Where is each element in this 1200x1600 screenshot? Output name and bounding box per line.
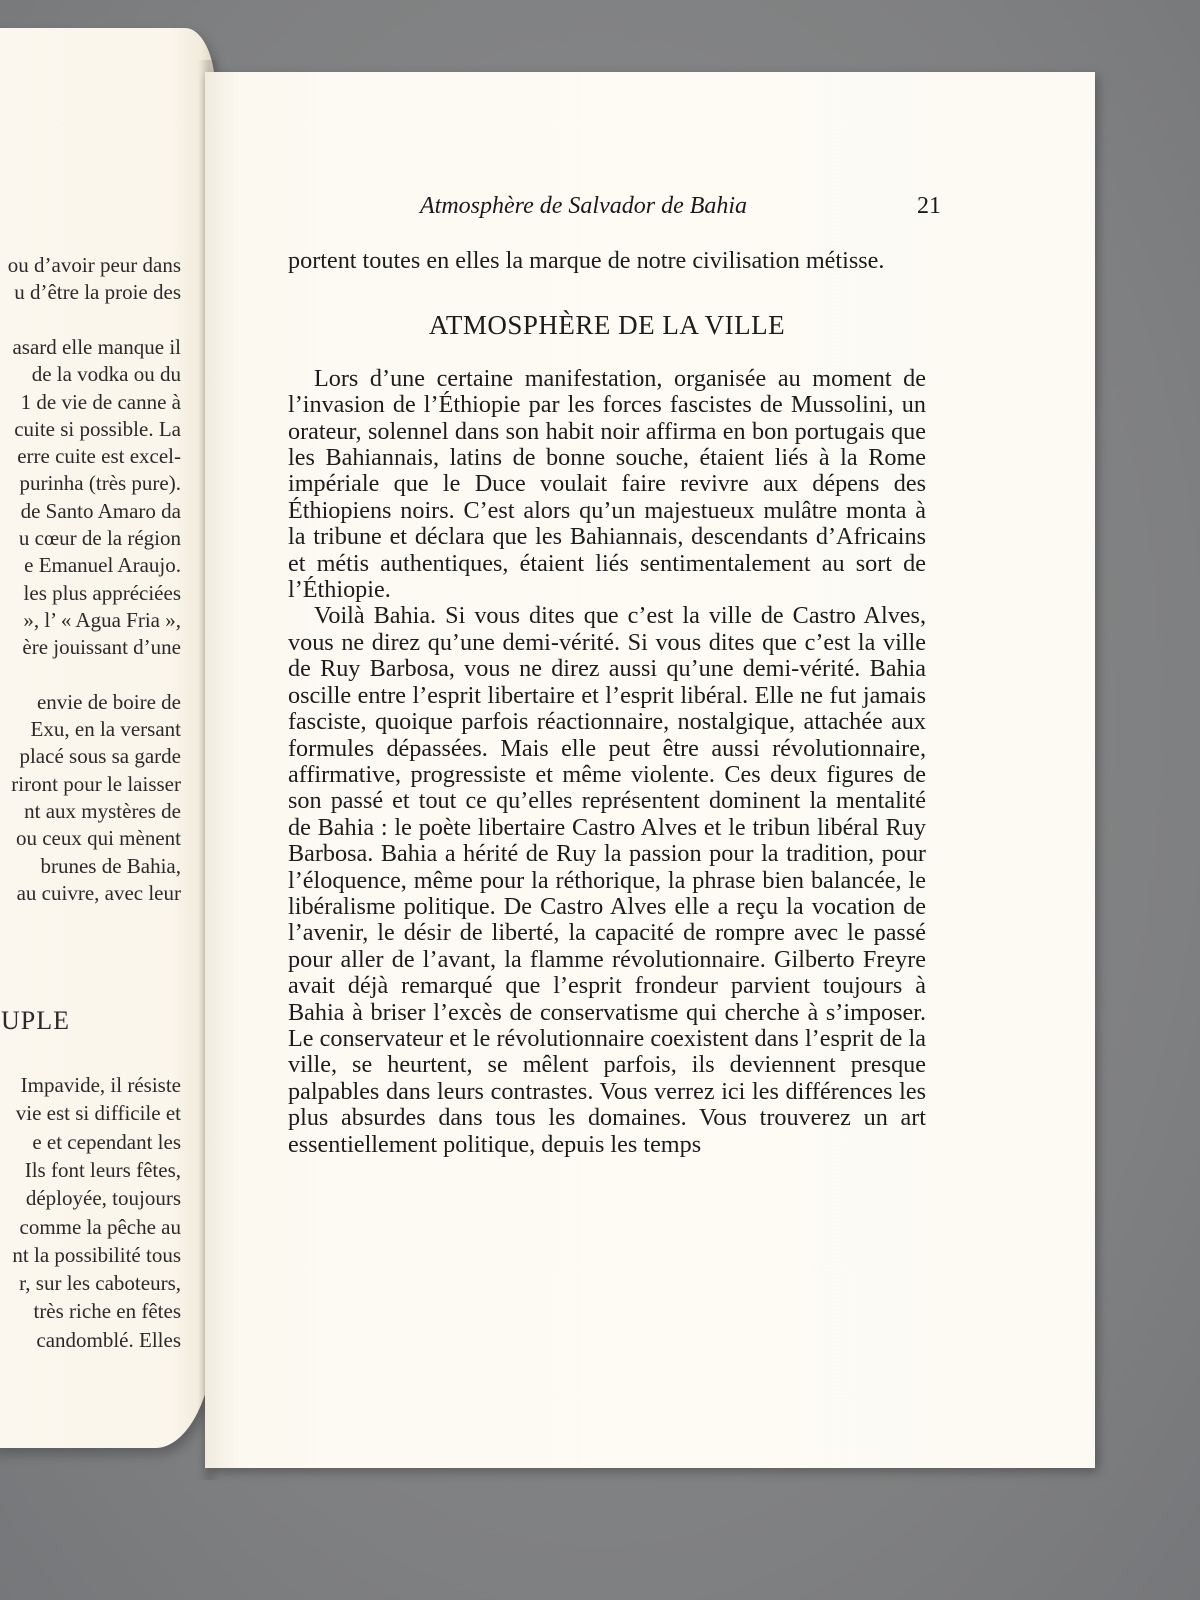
left-page-line: Exu, en la versant xyxy=(30,717,181,742)
opening-paragraph: portent toutes en elles la marque de notre civilisation métisse. xyxy=(288,247,885,274)
left-page-line: envie de boire de xyxy=(36,689,181,714)
left-page-line: ère jouissant d’une xyxy=(22,635,181,660)
left-page-line: », l’ « Agua Fria », xyxy=(23,607,181,632)
left-page-line: très riche en fêtes xyxy=(33,1299,181,1324)
paragraph: Voilà Bahia. Si vous dites que c’est la ville de Castro Alves, vous ne direz qu’une demi-vérité. Si vous dites que c’est la ville de Ruy Barbosa, vous ne direz aussi qu’une demi-vérité. Bahia oscille entre l’esprit libertaire et l’esprit libéral. Elle ne fut jamais fasciste, quoique parfois réactionnaire, nostalgique, attachée aux formules dépassées. Mais elle peut être aussi révolutionnaire, affirmative, progressiste et même violente. Ces deux figures de son passé et tout ce qu’elles représentent dominent la mentalité de Bahia : le poète libertaire Castro Alves et le tribun libéral Ruy Barbosa. Bahia a hérité de Ruy la passion pour la tradition, pour l’éloquence, même pour la réthorique, la phrase bien balancée, le libéralisme politique. De Castro Alves elle a reçu la vocation de l’avenir, le désir de liberté, la capacité de rompre avec le passé pour aller de l’avant, la flamme révolutionnaire. Gilberto Freyre avait déjà remarqué que l’esprit frondeur parvient toujours à Bahia à briser l’excès de conservatisme qui cherche à s’imposer. Le conservateur et le révolutionnaire coexistent dans l’esprit de la ville, se heurtent, se mêlent parfois, ils deviennent presque palpables dans leurs contrastes. Vous verrez ici les différences les plus absurdes dans tous les domaines. Vous trouverez un art essentiellement politique, depuis les temps xyxy=(288,602,926,1158)
left-page-line: ou d’avoir peur dans xyxy=(7,253,181,277)
paragraph: Lors d’une certaine manifestation, organisée au moment de l’invasion de l’Éthiopie par les forces fascistes de Mussolini, un orateur, solennel dans son habit noir affirma en bon portugais que les Bahiannais, latins de bonne souche, étaient liés à la Rome impériale que le Duce voulait faire revivre aux dépens des Éthiopiens noirs. C’est alors qu’un majestueux mulâtre monta à la tribune et déclara que les Bahiannais, descendants d’Africains et métis authentiques, étaient liés sentimentalement au sort de l’Éthiopie. xyxy=(288,364,926,604)
left-page-line: nt aux mystères de xyxy=(24,799,181,823)
left-page-line: placé sous sa garde xyxy=(19,744,181,769)
left-page-line: Impavide, il résiste xyxy=(20,1073,181,1097)
left-page-line: brunes de Bahia, xyxy=(40,853,181,878)
left-page-line: u cœur de la région xyxy=(18,526,181,550)
body-text xyxy=(288,248,926,1158)
left-page-line: déployée, toujours xyxy=(25,1186,181,1211)
left-page-line: e et cependant les xyxy=(32,1129,181,1154)
left-page-line: asard elle manque il xyxy=(12,334,181,359)
left-page-line: comme la pêche au xyxy=(19,1214,181,1239)
left-page-line: purinha (très pure). xyxy=(19,471,181,496)
left-page-line: e Emanuel Araujo. xyxy=(24,553,181,578)
left-page-line: les plus appréciées xyxy=(23,580,181,605)
left-page-line: de Santo Amaro da xyxy=(20,498,181,523)
left-page-heading: UPLE xyxy=(1,1006,70,1035)
left-page-line: ou ceux qui mènent xyxy=(15,826,181,851)
page-number: 21 xyxy=(917,193,941,219)
left-page-line: de la vodka ou du xyxy=(31,362,181,387)
left-page-line: u d’être la proie des xyxy=(14,280,181,305)
left-page-line: au cuivre, avec leur xyxy=(16,880,181,905)
left-page-line: candomblé. Elles xyxy=(36,1327,181,1352)
left-page-line: vie est si difficile et xyxy=(15,1101,181,1126)
left-page-line: erre cuite est excel- xyxy=(17,444,181,469)
left-page-line: 1 de vie de canne à xyxy=(20,389,181,414)
left-page-line: Ils font leurs fêtes, xyxy=(24,1157,181,1182)
left-page-line: nt la possibilité tous xyxy=(12,1242,181,1267)
left-page-line: r, sur les caboteurs, xyxy=(19,1271,181,1296)
section-title: ATMOSPHÈRE DE LA VILLE xyxy=(428,310,786,341)
left-page-line: cuite si possible. La xyxy=(14,416,181,441)
left-page xyxy=(0,28,215,1448)
running-head: Atmosphère de Salvador de Bahia xyxy=(420,193,748,219)
left-page-line: riront pour le laisser xyxy=(11,771,181,796)
